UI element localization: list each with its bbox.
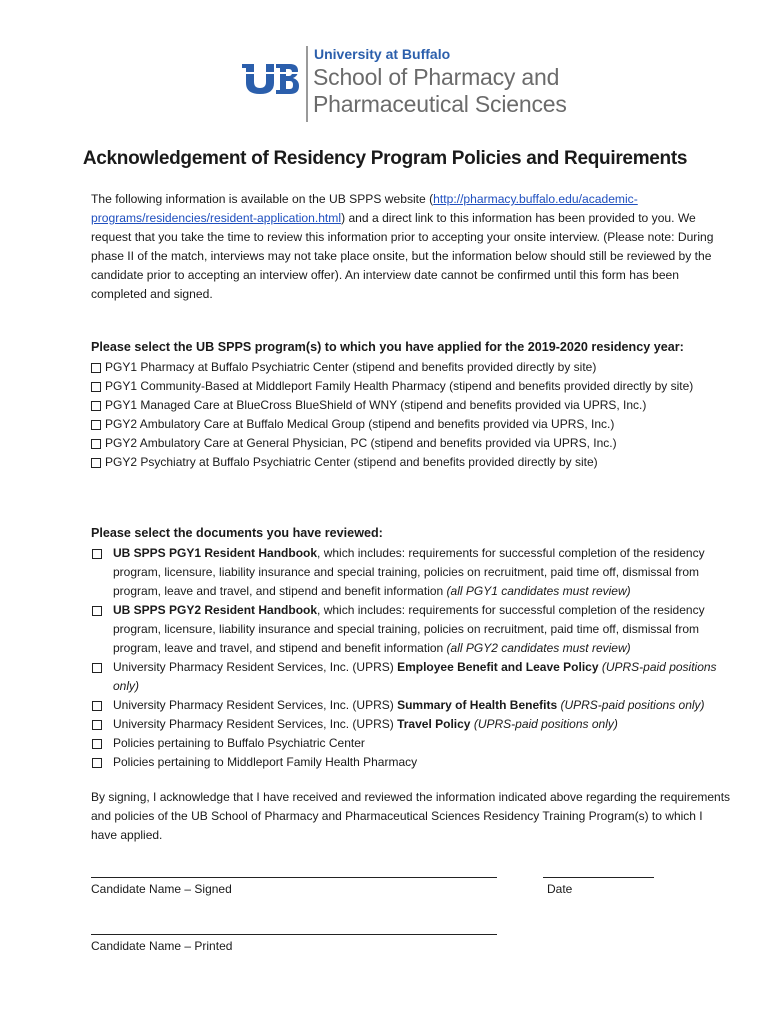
- printed-name-line[interactable]: [91, 934, 497, 935]
- checkbox[interactable]: [92, 720, 102, 730]
- document-description: Policies pertaining to Buffalo Psychiatric Center: [113, 736, 365, 750]
- page-title: Acknowledgement of Residency Program Policies and Requirements: [82, 148, 688, 169]
- document-title: Travel Policy: [397, 717, 471, 731]
- document-description: University Pharmacy Resident Services, Inc. (UPRS): [113, 660, 398, 674]
- document-option[interactable]: [91, 601, 731, 658]
- checkbox[interactable]: [92, 739, 102, 749]
- intro-paragraph: [91, 190, 731, 304]
- checkbox[interactable]: [91, 458, 101, 468]
- program-label: PGY1 Managed Care at BlueCross BlueShield of WNY (stipend and benefits provided via UPRS, Inc.): [105, 398, 647, 412]
- logo-divider: [306, 46, 308, 122]
- program-label: PGY1 Pharmacy at Buffalo Psychiatric Center (stipend and benefits provided directly by site): [105, 360, 597, 374]
- documents-heading: Please select the documents you have reviewed:: [91, 526, 383, 540]
- document-list: [91, 544, 731, 772]
- intro-text-after: ) and a direct link to this information has been provided to you. We request that you take the time to review this information prior to accepting your onsite interview. (Please note: During phase II of the match, interviews may not take place onsite, but the information below should still be reviewed by the candidate prior to accepting an interview offer). An interview date cannot be confirmed until this form has been completed and signed.: [91, 211, 714, 301]
- program-option[interactable]: [91, 415, 731, 434]
- program-option[interactable]: [91, 358, 731, 377]
- programs-heading: Please select the UB SPPS program(s) to which you have applied for the 2019-2020 residency year:: [91, 340, 684, 354]
- program-option[interactable]: [91, 396, 731, 415]
- ub-logo-mark-icon: [240, 62, 300, 96]
- logo-school-line1: School of Pharmacy and: [313, 64, 560, 90]
- program-label: PGY2 Ambulatory Care at Buffalo Medical Group (stipend and benefits provided via UPRS, Inc.): [105, 417, 615, 431]
- checkbox[interactable]: [92, 758, 102, 768]
- document-option[interactable]: [91, 734, 731, 753]
- checkbox[interactable]: [92, 701, 102, 711]
- checkbox[interactable]: [92, 606, 102, 616]
- document-description: University Pharmacy Resident Services, Inc. (UPRS): [113, 717, 398, 731]
- signature-line[interactable]: [91, 877, 497, 878]
- program-option[interactable]: [91, 453, 731, 472]
- document-title: Employee Benefit and Leave Policy: [397, 660, 599, 674]
- document-description: Policies pertaining to Middleport Family Health Pharmacy: [113, 755, 418, 769]
- document-option[interactable]: [91, 696, 731, 715]
- acknowledgement-paragraph: By signing, I acknowledge that I have received and reviewed the information indicated above regarding the requirements and policies of the UB School of Pharmacy and Pharmaceutical Sciences Residency Training Program(s) to which I have applied.: [91, 790, 731, 842]
- document-note: (all PGY2 candidates must review): [446, 641, 631, 655]
- checkbox[interactable]: [91, 420, 101, 430]
- document-option[interactable]: [91, 753, 731, 772]
- program-option[interactable]: [91, 434, 731, 453]
- checkbox[interactable]: [91, 363, 101, 373]
- logo-university-name: University at Buffalo: [314, 46, 451, 62]
- document-title: Summary of Health Benefits: [397, 698, 558, 712]
- printed-label: Candidate Name – Printed: [91, 939, 233, 953]
- document-note: (all PGY1 candidates must review): [446, 584, 631, 598]
- ub-logo: [240, 44, 580, 124]
- intro-text-before: The following information is available on the UB SPPS website (: [91, 192, 434, 206]
- program-label: PGY2 Ambulatory Care at General Physician, PC (stipend and benefits provided via UPRS, Inc.): [105, 436, 617, 450]
- document-option[interactable]: [91, 715, 731, 734]
- program-option[interactable]: [91, 377, 731, 396]
- checkbox[interactable]: [91, 382, 101, 392]
- document-note: (UPRS-paid positions only): [470, 717, 618, 731]
- document-description: , which includes: requirements for successful completion of the residency program, licensure, liability insurance and special training, policies on recruitment, paid time off, dismissal from program, leave and travel, and stipend and benefit information: [113, 546, 705, 598]
- document-title: UB SPPS PGY2 Resident Handbook: [113, 603, 318, 617]
- program-label: PGY1 Community-Based at Middleport Family Health Pharmacy (stipend and benefits provided directly by site): [105, 379, 694, 393]
- document-note: (UPRS-paid positions only): [113, 660, 717, 693]
- logo-school-line2: Pharmaceutical Sciences: [313, 91, 567, 117]
- document-option[interactable]: [91, 658, 731, 696]
- checkbox[interactable]: [91, 401, 101, 411]
- spps-website-link[interactable]: http://pharmacy.buffalo.edu/academic-programs/residencies/resident-application.html: [91, 192, 638, 225]
- document-description: University Pharmacy Resident Services, Inc. (UPRS): [113, 698, 398, 712]
- document-note: (UPRS-paid positions only): [557, 698, 705, 712]
- document-option[interactable]: [91, 544, 731, 601]
- date-label: Date: [547, 882, 573, 896]
- date-line[interactable]: [543, 877, 654, 878]
- checkbox[interactable]: [91, 439, 101, 449]
- logo-school-name: [313, 64, 567, 118]
- signed-label: Candidate Name – Signed: [91, 882, 232, 896]
- checkbox[interactable]: [92, 549, 102, 559]
- checkbox[interactable]: [92, 663, 102, 673]
- program-list: [91, 358, 731, 472]
- document-title: UB SPPS PGY1 Resident Handbook: [113, 546, 318, 560]
- document-description: , which includes: requirements for successful completion of the residency program, licensure, liability insurance and special training, policies on recruitment, paid time off, dismissal from program, leave and travel, and stipend and benefit information: [113, 603, 705, 655]
- program-label: PGY2 Psychiatry at Buffalo Psychiatric Center (stipend and benefits provided directly by site): [105, 455, 598, 469]
